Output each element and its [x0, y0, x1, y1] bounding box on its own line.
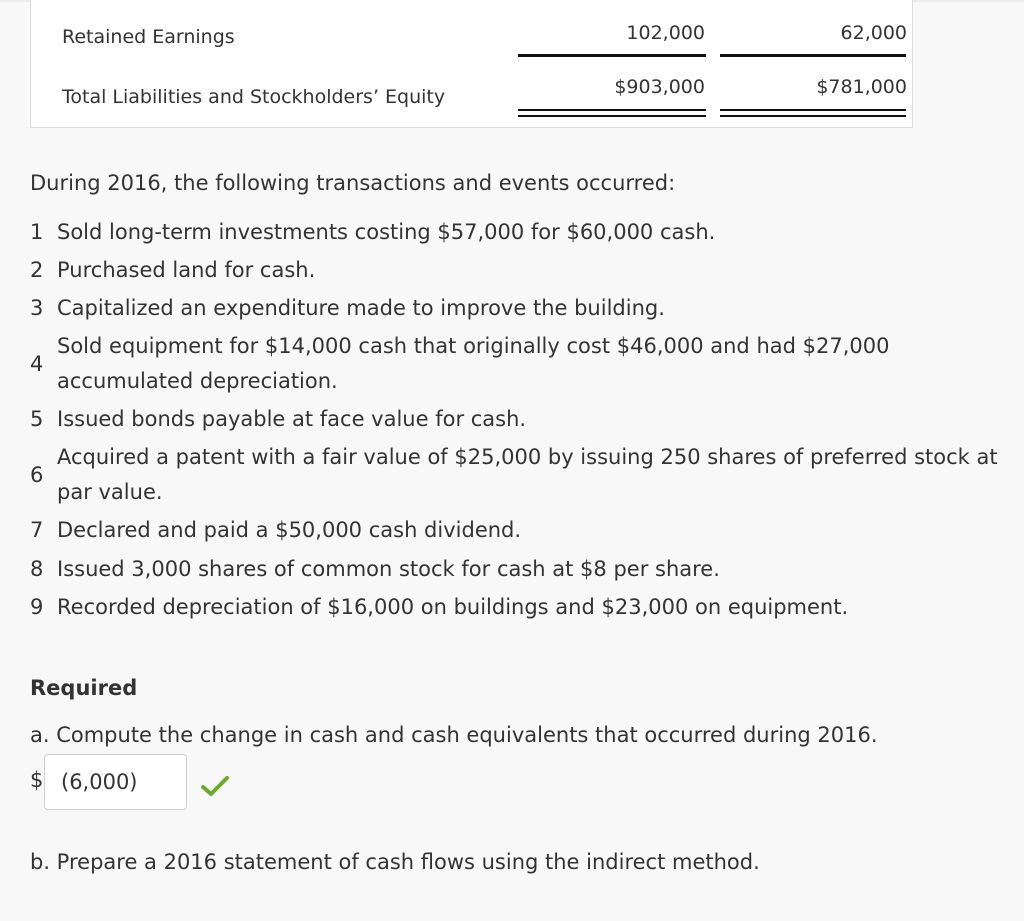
- check-icon: [200, 775, 230, 797]
- transaction-number: 1: [30, 220, 44, 244]
- transaction-text-line-1: Sold equipment for $14,000 cash that originally cost $46,000 and had $27,000: [57, 334, 890, 358]
- transaction-text: Issued 3,000 shares of common stock for cash at $8 per share.: [57, 557, 720, 581]
- transaction-number: 2: [30, 258, 44, 282]
- transaction-number: 4: [30, 352, 44, 376]
- transaction-number: 5: [30, 407, 44, 431]
- transaction-text-line-1: Acquired a patent with a fair value of $25,000 by issuing 250 shares of preferred stock at: [57, 445, 998, 469]
- currency-symbol: $: [30, 768, 44, 792]
- row-label-retained-earnings: Retained Earnings: [62, 26, 235, 48]
- required-heading: Required: [30, 676, 138, 700]
- transaction-item: [30, 329, 1020, 399]
- part-a-prompt: a. Compute the change in cash and cash equivalents that occurred during 2016.: [30, 723, 878, 747]
- transaction-item: [30, 290, 1020, 326]
- transaction-item: [30, 214, 1020, 250]
- transaction-number: 8: [30, 557, 44, 581]
- row-label-total-liabilities-equity: Total Liabilities and Stockholders’ Equity: [62, 86, 446, 108]
- transaction-item: [30, 551, 1020, 587]
- total-liabilities-equity-2016: $903,000: [614, 76, 705, 98]
- retained-earnings-2015: 62,000: [840, 22, 907, 44]
- double-rule-top-col1: [518, 109, 706, 111]
- transaction-number: 9: [30, 595, 44, 619]
- transaction-text: Recorded depreciation of $16,000 on buildings and $23,000 on equipment.: [57, 595, 849, 619]
- transaction-item: [30, 512, 1020, 548]
- balance-sheet-table: [30, 0, 913, 128]
- transaction-text-line-2: accumulated depreciation.: [57, 369, 338, 393]
- transaction-text: Purchased land for cash.: [57, 258, 316, 282]
- change-in-cash-input[interactable]: [44, 754, 187, 810]
- transaction-text: Sold long-term investments costing $57,000 for $60,000 cash.: [57, 220, 716, 244]
- transaction-item: [30, 401, 1020, 437]
- transaction-text: Declared and paid a $50,000 cash dividend.: [57, 518, 522, 542]
- part-b-prompt: b. Prepare a 2016 statement of cash flows using the indirect method.: [30, 850, 760, 874]
- transaction-text: Capitalized an expenditure made to improve the building.: [57, 296, 665, 320]
- transaction-text: Issued bonds payable at face value for cash.: [57, 407, 527, 431]
- double-rule-bottom-col2: [720, 115, 906, 117]
- retained-earnings-2016: 102,000: [626, 22, 705, 44]
- double-rule-bottom-col1: [518, 115, 706, 117]
- transaction-number: 7: [30, 518, 44, 542]
- total-liabilities-equity-2015: $781,000: [816, 76, 907, 98]
- transaction-item: [30, 440, 1020, 510]
- transaction-text-line-2: par value.: [57, 480, 163, 504]
- transaction-number: 3: [30, 296, 44, 320]
- transaction-item: [30, 589, 1020, 625]
- transactions-intro: During 2016, the following transactions and events occurred:: [30, 171, 676, 195]
- subtotal-rule-col1: [518, 54, 706, 57]
- double-rule-top-col2: [720, 109, 906, 111]
- transaction-number: 6: [30, 463, 44, 487]
- transaction-item: [30, 252, 1020, 288]
- subtotal-rule-col2: [720, 54, 906, 57]
